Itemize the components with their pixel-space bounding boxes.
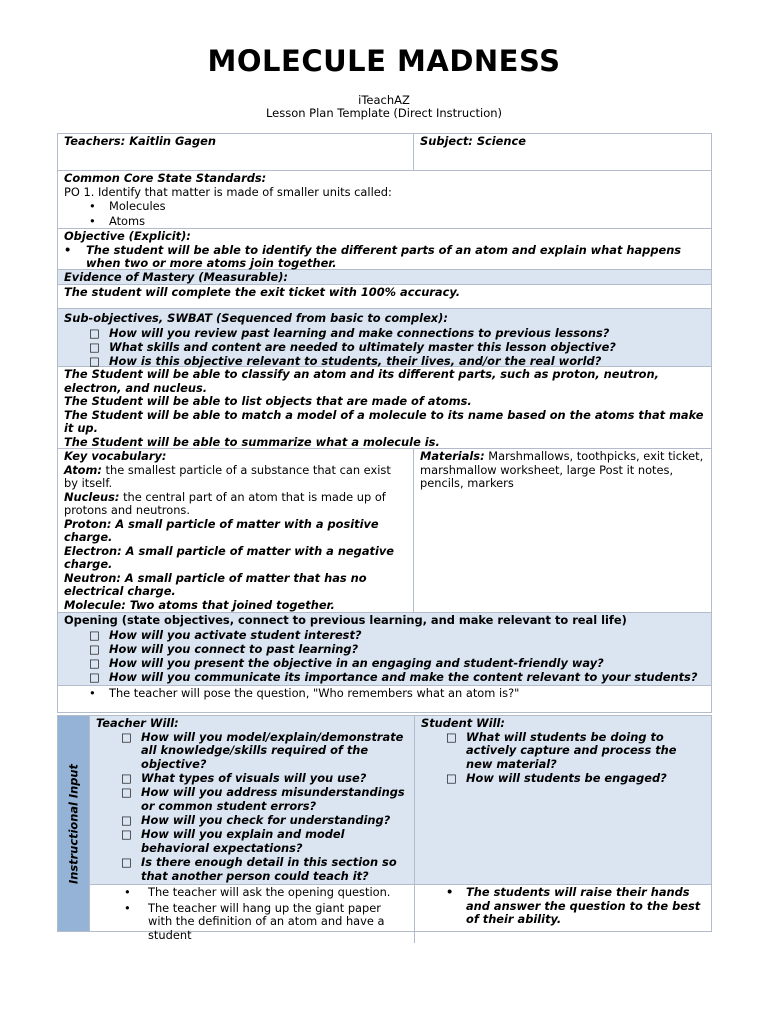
subobjective-answer: The Student will be able to summarize what a molecule is. [64,434,440,449]
subobjective-answer: The Student will be able to classify an atom and its different parts, such as proton, neutron, electron, and nucleus. [64,367,659,395]
student-will-cell [415,716,711,884]
subobjective-prompt: □ How will you review past learning and make connections to previous lessons? [64,326,705,340]
standards-heading: Common Core State Standards: [64,171,267,185]
vocab-nucleus-term: Nucleus: [64,489,120,504]
vocab-neutron: Neutron: A small particle of matter that has no electrical charge. [64,570,367,598]
vocab-nucleus-def: the central part of an atom that is made up of protons and neutrons. [64,489,386,517]
document-title: MOLECULE MADNESS [207,44,561,78]
student-will-heading: Student Will: [421,716,505,730]
subobjective-prompt: □ How is this objective relevant to students, their lives, and/or the real world? [64,354,705,368]
opening-answer: • The teacher will pose the question, "Who remembers what an atom is?" [64,687,705,701]
teacher-prompt: □ Is there enough detail in this section so that another person could teach it? [96,856,408,884]
student-prompt: □ What will students be doing to actively capture and process the new material? [421,731,705,773]
teacher-prompt: □ What types of visuals will you use? [96,772,408,786]
vocab-molecule: Molecule: Two atoms that joined together. [64,597,335,612]
standards-item: • Atoms [64,214,705,229]
lesson-plan-table [57,133,712,942]
subobjective-answer: The Student will be able to list objects that are made of atoms. [64,394,472,408]
template-name: Lesson Plan Template (Direct Instruction) [265,106,503,120]
subject-cell: Subject: Science [420,134,526,148]
vocab-proton: Proton: A small particle of matter with a positive charge. [64,516,379,544]
student-answers-cell [415,885,711,943]
subobjectives-heading: Sub-objectives, SWBAT (Sequenced from basic to complex): [64,311,448,325]
teacher-answer: • The teacher will ask the opening question. [96,886,408,900]
materials-cell [414,449,711,612]
teacher-prompt: □ How will you check for understanding? [96,814,408,828]
evidence-text: The student will complete the exit ticket with 100% accuracy. [57,285,712,309]
teacher-prompt: □ How will you address misunderstandings or common student errors? [96,786,408,814]
org-name: iTeachAZ [358,93,410,107]
vocab-atom-term: Atom: [64,462,102,477]
teacher-answers-cell [90,885,415,943]
materials-heading: Materials: [420,449,485,463]
opening-row [57,613,712,686]
evidence-heading: Evidence of Mastery (Measurable): [57,270,712,285]
vocab-heading: Key vocabulary: [64,449,167,463]
standards-row [57,171,712,229]
materials-text: Marshmallows, toothpicks, exit ticket, marshmallow worksheet, large Post it notes, pencils, markers [420,449,704,490]
standards-item: • Molecules [64,199,705,214]
opening-answer-row [57,686,712,713]
objective-heading: Objective (Explicit): [64,229,191,243]
opening-prompt: □ How will you activate student interest? [64,628,705,642]
teacher-will-cell [90,716,415,884]
teacher-prompt: □ How will you explain and model behavioral expectations? [96,828,408,856]
subobjective-answer: The Student will be able to match a model of a molecule to its name based on the atoms that make it up. [64,407,704,435]
opening-prompt: □ How will you present the objective in an engaging and student-friendly way? [64,656,705,670]
vocab-atom [64,464,407,491]
standards-text: PO 1. Identify that matter is made of smaller units called: [64,184,392,199]
opening-heading: Opening (state objectives, connect to previous learning, and make relevant to real life) [64,613,627,627]
vocab-electron: Electron: A small particle of matter with a negative charge. [64,543,395,571]
student-answer: • The students will raise their hands and answer the question to the best of their ability. [421,886,705,927]
opening-prompt: □ How will you communicate its importance and make the content relevant to your students? [64,670,705,684]
subobjectives-answers [57,367,712,449]
teacher-answer: • The teacher will hang up the giant paper with the definition of an atom and have a student [96,902,408,943]
teachers-cell: Teachers: Kaitlin Gagen [58,134,414,170]
subobjectives-row [57,309,712,367]
objective-row [57,229,712,270]
student-prompt: □ How will students be engaged? [421,772,705,786]
teacher-subject-row [57,133,712,171]
teacher-prompt: □ How will you model/explain/demonstrate all knowledge/skills required of the objective? [96,731,408,773]
subobjective-prompt: □ What skills and content are needed to ultimately master this lesson objective? [64,340,705,354]
vocab-atom-def: the smallest particle of a substance that can exist by itself. [64,462,391,490]
teacher-will-heading: Teacher Will: [96,716,179,730]
instructional-input-section [57,716,712,942]
opening-prompt: □ How will you connect to past learning? [64,642,705,656]
vocab-nucleus [64,491,407,518]
instructional-input-label: Instructional Input [58,716,90,931]
objective-text: • The student will be able to identify the different parts of an atom and explain what happens when two or more atoms join together. [64,244,705,271]
vocab-materials-row [57,449,712,613]
vocab-cell [58,449,414,612]
